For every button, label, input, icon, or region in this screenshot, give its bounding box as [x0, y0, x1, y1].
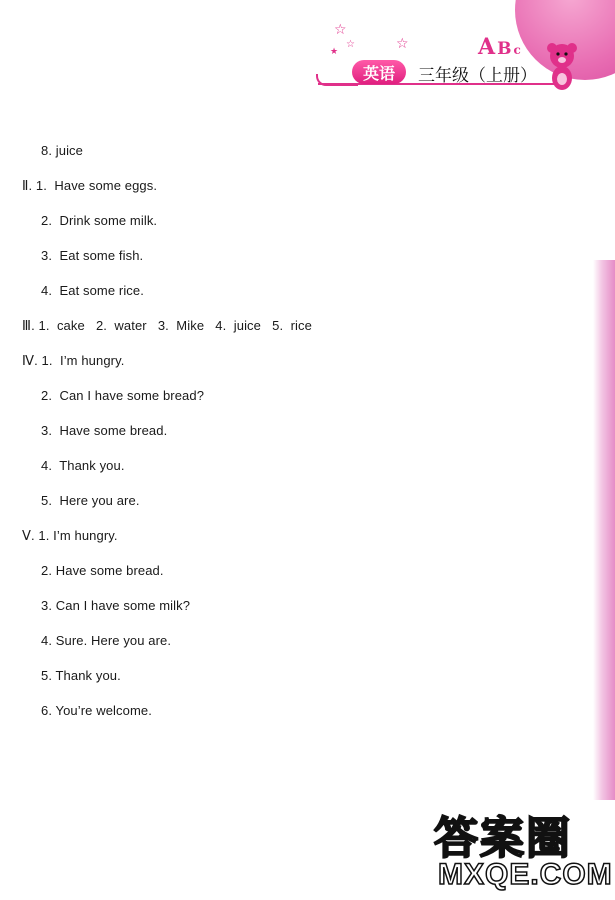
subject-badge: 英语 [352, 60, 406, 84]
answer-line: 2. Have some bread. [41, 563, 164, 578]
answer-line: 3. Can I have some milk? [41, 598, 191, 613]
answer-line: Ⅱ. 1. Have some eggs. [22, 178, 158, 193]
answer-line: 6. You’re welcome. [41, 703, 152, 718]
answer-line: Ⅳ. 1. I’m hungry. [22, 353, 125, 368]
answer-line: 3. Have some bread. [41, 423, 168, 438]
answer-line: Ⅲ. 1. cake 2. water 3. Mike 4. juice 5. rice [22, 318, 312, 333]
answer-line: 5. Here you are. [41, 493, 140, 508]
answer-line: 5. Thank you. [41, 668, 121, 683]
answer-line: 4. Thank you. [41, 458, 125, 473]
answer-line: Ⅴ. 1. I’m hungry. [22, 528, 118, 543]
star-icon: ☆ [346, 39, 355, 50]
star-icon: ★ [330, 46, 339, 56]
abc-logo: A B c [478, 34, 521, 60]
side-decoration [593, 260, 615, 800]
answer-line: 3. Eat some fish. [41, 248, 144, 263]
star-icon: ☆ [334, 21, 347, 37]
answer-line: 4. Sure. Here you are. [41, 633, 172, 648]
answer-line: 2. Can I have some bread? [41, 388, 205, 403]
answer-line: 2. Drink some milk. [41, 213, 158, 228]
answer-line: 4. Eat some rice. [41, 283, 144, 298]
watermark-logo: 答案圈 [434, 814, 572, 863]
grade-title: 三年级（上册） [418, 66, 537, 85]
star-icon: ☆ [396, 35, 409, 51]
watermark-url: MXQE.COM [438, 858, 613, 891]
answer-line: 8. juice [41, 143, 83, 158]
